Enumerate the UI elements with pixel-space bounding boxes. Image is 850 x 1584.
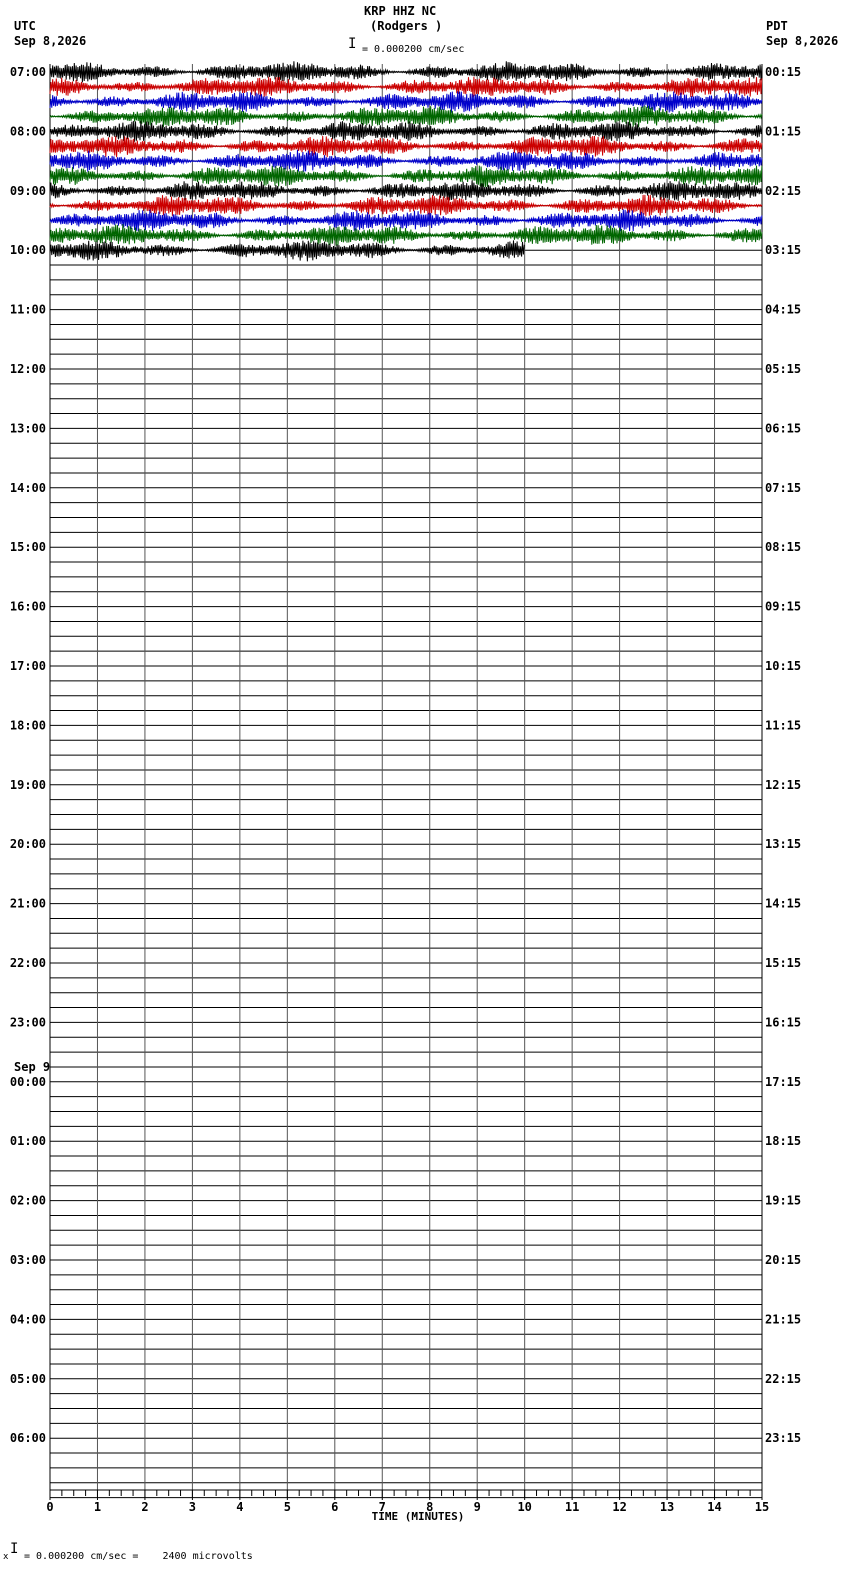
left-hour-label: 13:00 <box>9 421 46 436</box>
left-hour-label: 06:00 <box>9 1431 46 1446</box>
x-tick-label: 4 <box>236 1500 244 1514</box>
left-hour-label: 18:00 <box>9 718 46 733</box>
x-tick-label: 3 <box>188 1500 197 1514</box>
left-hour-label: 11:00 <box>9 302 46 317</box>
seismic-trace <box>50 136 762 157</box>
left-hour-label: 08:00 <box>9 124 46 139</box>
x-tick-label: 0 <box>46 1500 54 1514</box>
right-hour-label: 16:15 <box>765 1015 802 1030</box>
left-hour-label: 22:00 <box>9 956 46 970</box>
x-tick-label: 9 <box>473 1500 481 1514</box>
x-tick-label: 12 <box>612 1500 627 1514</box>
right-hour-label: 17:15 <box>765 1074 802 1089</box>
right-hour-label: 08:15 <box>765 540 802 555</box>
right-hour-label: 13:15 <box>765 837 802 852</box>
right-hour-label: 03:15 <box>765 243 802 258</box>
seismic-traces <box>50 61 762 261</box>
seismic-trace <box>50 150 762 172</box>
seismic-trace <box>50 77 762 98</box>
right-timezone: PDT <box>766 19 788 33</box>
right-hour-label: 09:15 <box>765 599 802 614</box>
right-hour-label: 00:15 <box>765 65 802 79</box>
left-hour-label: 16:00 <box>9 599 46 614</box>
x-tick-label: 2 <box>141 1500 149 1514</box>
x-tick-label: 6 <box>331 1500 339 1514</box>
seismic-trace <box>50 121 762 142</box>
left-date: Sep 8,2026 <box>14 34 87 48</box>
station-location: (Rodgers ) <box>370 19 443 33</box>
right-hour-label: 10:15 <box>765 659 802 673</box>
date-change-label: Sep 9 <box>14 1059 51 1074</box>
left-hour-label: 04:00 <box>9 1312 46 1327</box>
x-tick-label: 14 <box>707 1500 722 1514</box>
left-timezone: UTC <box>14 19 36 33</box>
x-tick-label: 8 <box>426 1500 434 1514</box>
scale-bar-icon: I <box>348 36 357 52</box>
footer-marker: x <box>3 1552 9 1562</box>
x-tick-label: 1 <box>93 1500 102 1514</box>
x-tick-label: 11 <box>564 1500 580 1514</box>
right-hour-label: 15:15 <box>765 956 802 970</box>
left-hour-label: 14:00 <box>9 480 46 495</box>
right-hour-label: 14:15 <box>765 896 802 911</box>
x-tick-label: 5 <box>283 1500 291 1514</box>
seismic-trace <box>50 209 762 231</box>
left-hour-label: 23:00 <box>9 1015 46 1030</box>
left-hour-label: 15:00 <box>9 540 46 555</box>
station-title: KRP HHZ NC <box>364 4 437 18</box>
left-hour-label: 05:00 <box>9 1371 46 1386</box>
right-hour-label: 07:15 <box>765 480 802 495</box>
left-hour-label: 21:00 <box>9 896 46 911</box>
left-hour-label: 10:00 <box>9 243 46 258</box>
footer-scale-note: = 0.000200 cm/sec = 2400 microvolts <box>24 1551 253 1562</box>
x-tick-label: 7 <box>378 1500 386 1514</box>
left-hour-label: 20:00 <box>9 837 46 852</box>
footer-scale-bar-icon: I <box>10 1541 19 1557</box>
right-hour-label: 02:15 <box>765 183 802 198</box>
right-hour-label: 22:15 <box>765 1371 802 1386</box>
right-hour-label: 20:15 <box>765 1253 802 1267</box>
right-date: Sep 8,2026 <box>766 34 839 48</box>
right-hour-label: 21:15 <box>765 1312 802 1327</box>
left-hour-label: 09:00 <box>9 183 46 198</box>
left-hour-label: 00:00 <box>9 1074 46 1089</box>
right-hour-label: 04:15 <box>765 302 802 317</box>
right-hour-label: 01:15 <box>765 124 802 139</box>
seismic-trace <box>50 91 762 112</box>
left-hour-label: 03:00 <box>9 1253 46 1267</box>
left-hour-label: 17:00 <box>9 659 46 673</box>
right-hour-label: 12:15 <box>765 777 802 792</box>
left-hour-label: 19:00 <box>9 777 46 792</box>
seismic-trace <box>50 61 762 82</box>
right-hour-label: 11:15 <box>765 718 802 733</box>
right-hour-label: 23:15 <box>765 1431 802 1446</box>
seismic-trace <box>50 166 762 188</box>
time-axis <box>46 1490 769 1523</box>
left-hour-label: 01:00 <box>9 1134 46 1149</box>
x-axis-label: TIME (MINUTES) <box>371 1510 465 1523</box>
plot-grid <box>50 64 762 1498</box>
scale-label: = 0.000200 cm/sec <box>362 44 465 55</box>
right-hour-label: 18:15 <box>765 1134 802 1149</box>
left-hour-label: 12:00 <box>9 362 46 376</box>
x-tick-label: 13 <box>659 1500 675 1514</box>
x-tick-label: 10 <box>517 1500 532 1514</box>
left-hour-label: 02:00 <box>9 1193 46 1208</box>
left-hour-label: 07:00 <box>9 65 46 79</box>
right-hour-label: 19:15 <box>765 1193 802 1208</box>
seismic-trace <box>50 195 762 216</box>
right-hour-label: 06:15 <box>765 421 802 436</box>
x-tick-label: 15 <box>754 1500 770 1514</box>
right-hour-label: 05:15 <box>765 362 802 376</box>
